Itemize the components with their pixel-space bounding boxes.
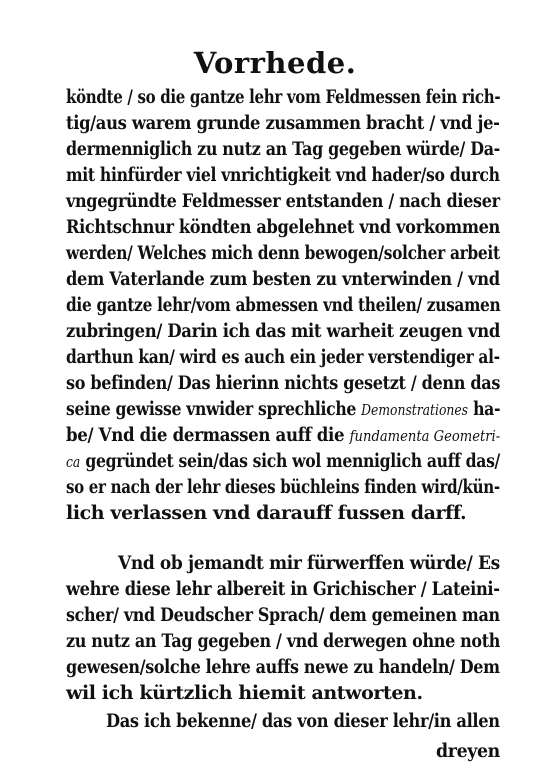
text-line xyxy=(66,424,500,447)
text-line: gewesen/solche lehre auffs newe zu handeln/ Dem xyxy=(66,656,500,678)
text-line: zubringen/ Darin ich das mit warheit zeugen vnd xyxy=(66,320,500,342)
text-line: so er nach der lehr dieses büchleins finden wird/kün- xyxy=(66,476,500,498)
text-segment: gegründet sein/das sich wol menniglich auff das/ xyxy=(80,450,500,472)
text-line xyxy=(66,398,500,421)
text-segment: ha- xyxy=(467,398,501,420)
text-line: darthun kan/ wird es auch ein jeder verstendiger al- xyxy=(66,346,500,368)
text-line: dem Vaterlande zum besten zu vnterwinden / vnd xyxy=(66,268,500,290)
text-line: die gantze lehr/vom abmessen vnd theilen/ zusamen xyxy=(66,294,501,316)
text-line: so befinden/ Das hierinn nichts gesetzt / denn das xyxy=(66,372,501,394)
latin-term: fundamenta Geometri- xyxy=(349,427,501,445)
text-line: mit hinfürder viel vnrichtigkeit vnd hader/so durch xyxy=(66,164,500,186)
latin-term: ca xyxy=(66,453,81,471)
text-line: vngegründte Feldmesser entstanden / nach dieser xyxy=(66,190,500,212)
text-line: zu nutz an Tag gegeben / vnd derwegen ohne noth xyxy=(66,630,501,652)
text-segment: be/ Vnd die dermassen auff die xyxy=(66,424,350,446)
text-line: lich verlassen vnd darauff fussen darff. xyxy=(66,502,467,524)
text-line: Das ich bekenne/ das von dieser lehr/in allen xyxy=(106,710,500,732)
text-line: wehre diese lehr albereit in Grichischer / Lateini- xyxy=(66,578,500,600)
text-line: scher/ vnd Deudscher Sprach/ dem gemeinen man xyxy=(66,604,500,626)
catchword: dreyen xyxy=(436,740,500,762)
text-line: dermenniglich zu nutz an Tag gegeben würde/ Da- xyxy=(66,138,500,160)
page-title: Vorrhede. xyxy=(193,46,357,80)
text-line: köndte / so die gantze lehr vom Feldmessen fein rich- xyxy=(66,86,501,108)
text-line xyxy=(66,450,500,473)
text-line: tig/aus warem grunde zusammen bracht / vnd je- xyxy=(66,112,500,134)
text-line: wil ich kürtzlich hiemit antworten. xyxy=(66,682,423,704)
text-line: Vnd ob jemandt mir fürwerffen würde/ Es xyxy=(118,552,500,574)
text-line: Richtschnur köndten abgelehnet vnd vorkommen xyxy=(66,216,500,238)
latin-term: Demonstrationes xyxy=(361,401,468,419)
text-line: werden/ Welches mich denn bewogen/solcher arbeit xyxy=(66,242,500,264)
text-segment: seine gewisse vnwider sprechliche xyxy=(66,398,362,420)
